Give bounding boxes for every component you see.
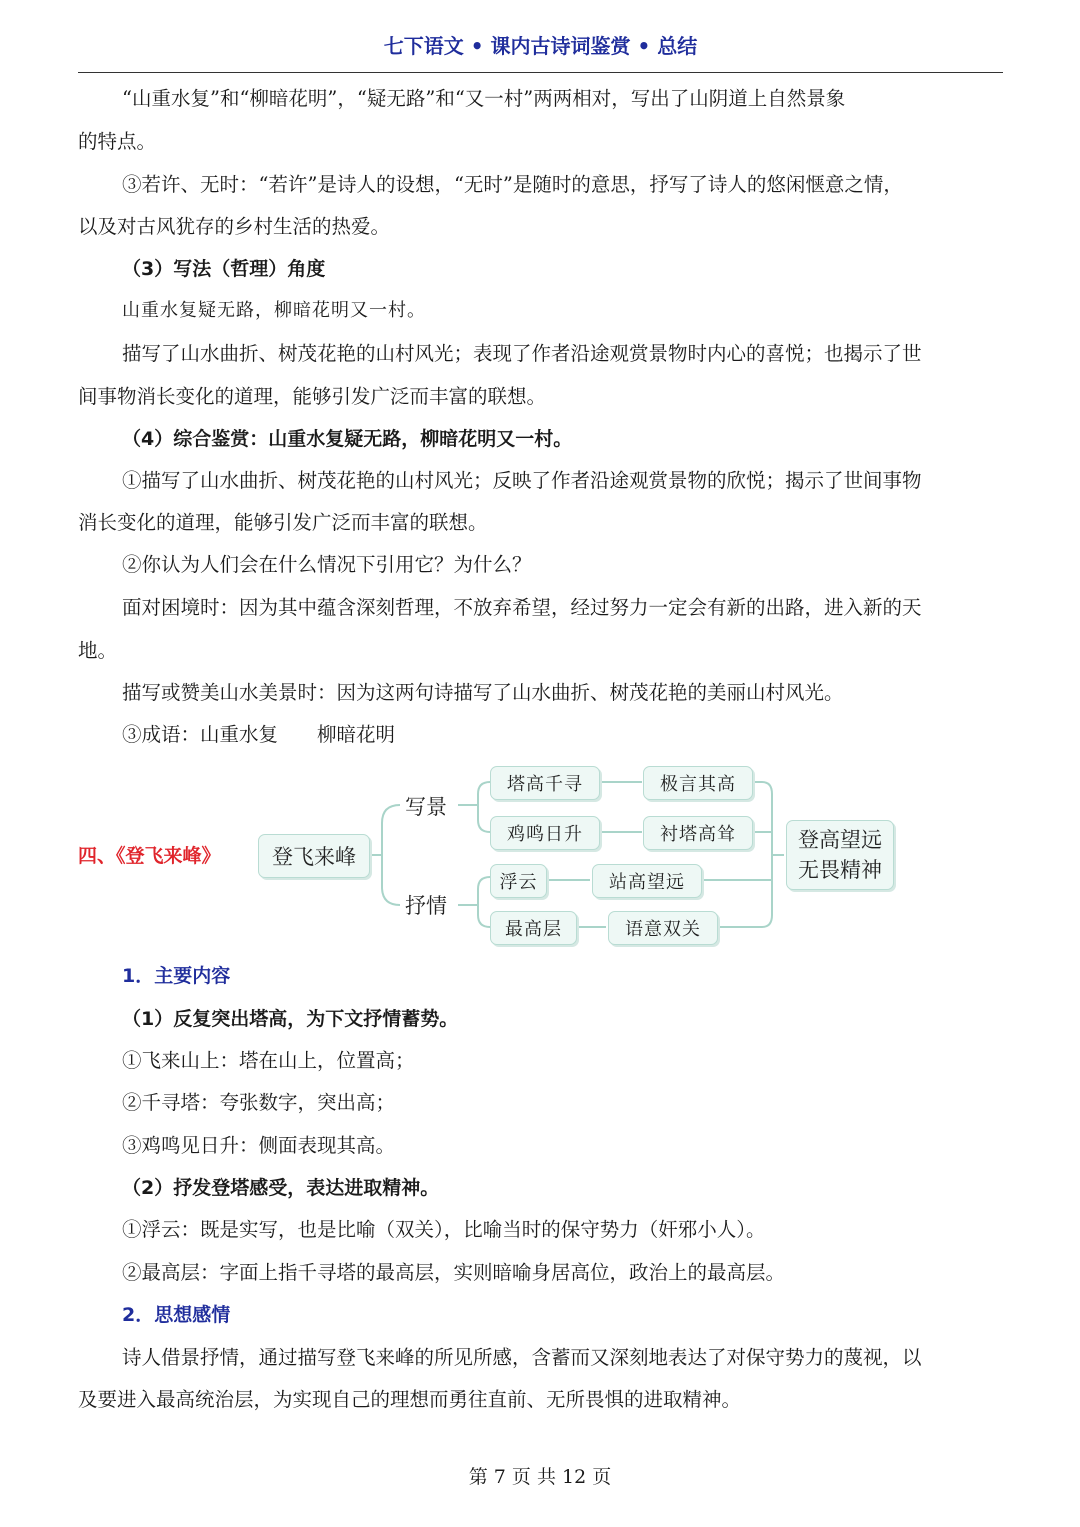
branch-label-emotion: 抒情	[405, 894, 447, 918]
root-node: 登飞来峰	[258, 834, 370, 878]
subheading: （3）写法（哲理）角度	[122, 258, 326, 280]
leaf-node: 最高层	[490, 911, 577, 945]
text-line: 描写或赞美山水美景时：因为这两句诗描写了山水曲折、树茂花艳的美丽山村风光。	[122, 681, 844, 704]
text-line: 间事物消长变化的道理，能够引发广泛而丰富的联想。	[78, 385, 547, 408]
header-divider	[78, 72, 1003, 73]
leaf-node: 鸡鸣日升	[490, 816, 600, 850]
result-node: 极言其高	[643, 766, 753, 800]
section-heading: 1．主要内容	[122, 965, 231, 987]
leaf-node: 塔高千寻	[490, 766, 600, 800]
conclusion-line: 无畏精神	[798, 858, 882, 882]
section-heading: 2．思想感情	[122, 1304, 231, 1326]
text-line: 诗人借景抒情，通过描写登飞来峰的所见所感，含蓄而又深刻地表达了对保守势力的蔑视，以	[122, 1346, 922, 1369]
mind-map	[250, 760, 910, 945]
conclusion-line: 登高望远	[798, 828, 882, 852]
text-line: 描写了山水曲折、树茂花艳的山村风光；表现了作者沿途观赏景物时内心的喜悦；也揭示了世	[122, 342, 922, 365]
text-line: 消长变化的道理，能够引发广泛而丰富的联想。	[78, 511, 488, 534]
text-line: ②最高层：字面上指千寻塔的最高层，实则暗喻身居高位，政治上的最高层。	[122, 1261, 786, 1284]
poem-line: 山重水复疑无路，柳暗花明又一村。	[122, 300, 426, 321]
result-node: 语意双关	[608, 911, 718, 945]
text-line: ①飞来山上：塔在山上，位置高；	[122, 1049, 415, 1072]
text-line: ②你认为人们会在什么情况下引用它？为什么？	[122, 553, 532, 576]
page-number: 第 7 页 共 12 页	[468, 1466, 612, 1488]
subheading: （2）抒发登塔感受，表达进取精神。	[122, 1177, 440, 1199]
subheading: （1）反复突出塔高，为下文抒情蓄势。	[122, 1008, 459, 1030]
subheading: （4）综合鉴赏：山重水复疑无路，柳暗花明又一村。	[122, 428, 573, 450]
text-line: 以及对古风犹存的乡村生活的热爱。	[78, 215, 391, 238]
leaf-node: 浮云	[490, 864, 547, 898]
text-line: ①描写了山水曲折、树茂花艳的山村风光；反映了作者沿途观赏景物的欣悦；揭示了世间事物	[122, 469, 922, 492]
text-line: 的特点。	[78, 130, 157, 153]
text-line: ②千寻塔：夸张数字，突出高；	[122, 1091, 396, 1114]
text-line: 地。	[78, 639, 118, 662]
text-line: “山重水复”和“柳暗花明”，“疑无路”和“又一村”两两相对，写出了山阴道上自然景象	[122, 87, 846, 110]
section-title: 四、《登飞来峰》	[78, 845, 221, 867]
text-line: ③鸡鸣见日升：侧面表现其高。	[122, 1134, 396, 1157]
text-line: 面对困境时：因为其中蕴含深刻哲理，不放弃希望，经过努力一定会有新的出路，进入新的天	[122, 596, 922, 619]
text-line: ③若许、无时：“若许”是诗人的设想，“无时”是随时的意思，抒写了诗人的悠闲惬意之情，	[122, 173, 903, 196]
text-line: ③成语：山重水复 柳暗花明	[122, 723, 396, 746]
branch-label-scenery: 写景	[405, 795, 447, 819]
conclusion-node	[786, 820, 894, 890]
page-header-title: 七下语文 • 课内古诗词鉴赏 • 总结	[383, 34, 698, 58]
result-node: 站高望远	[592, 864, 702, 898]
text-line: 及要进入最高统治层，为实现自己的理想而勇往直前、无所畏惧的进取精神。	[78, 1388, 742, 1411]
result-node: 衬塔高耸	[643, 816, 753, 850]
text-line: ①浮云：既是实写，也是比喻（双关），比喻当时的保守势力（奸邪小人）。	[122, 1218, 766, 1241]
